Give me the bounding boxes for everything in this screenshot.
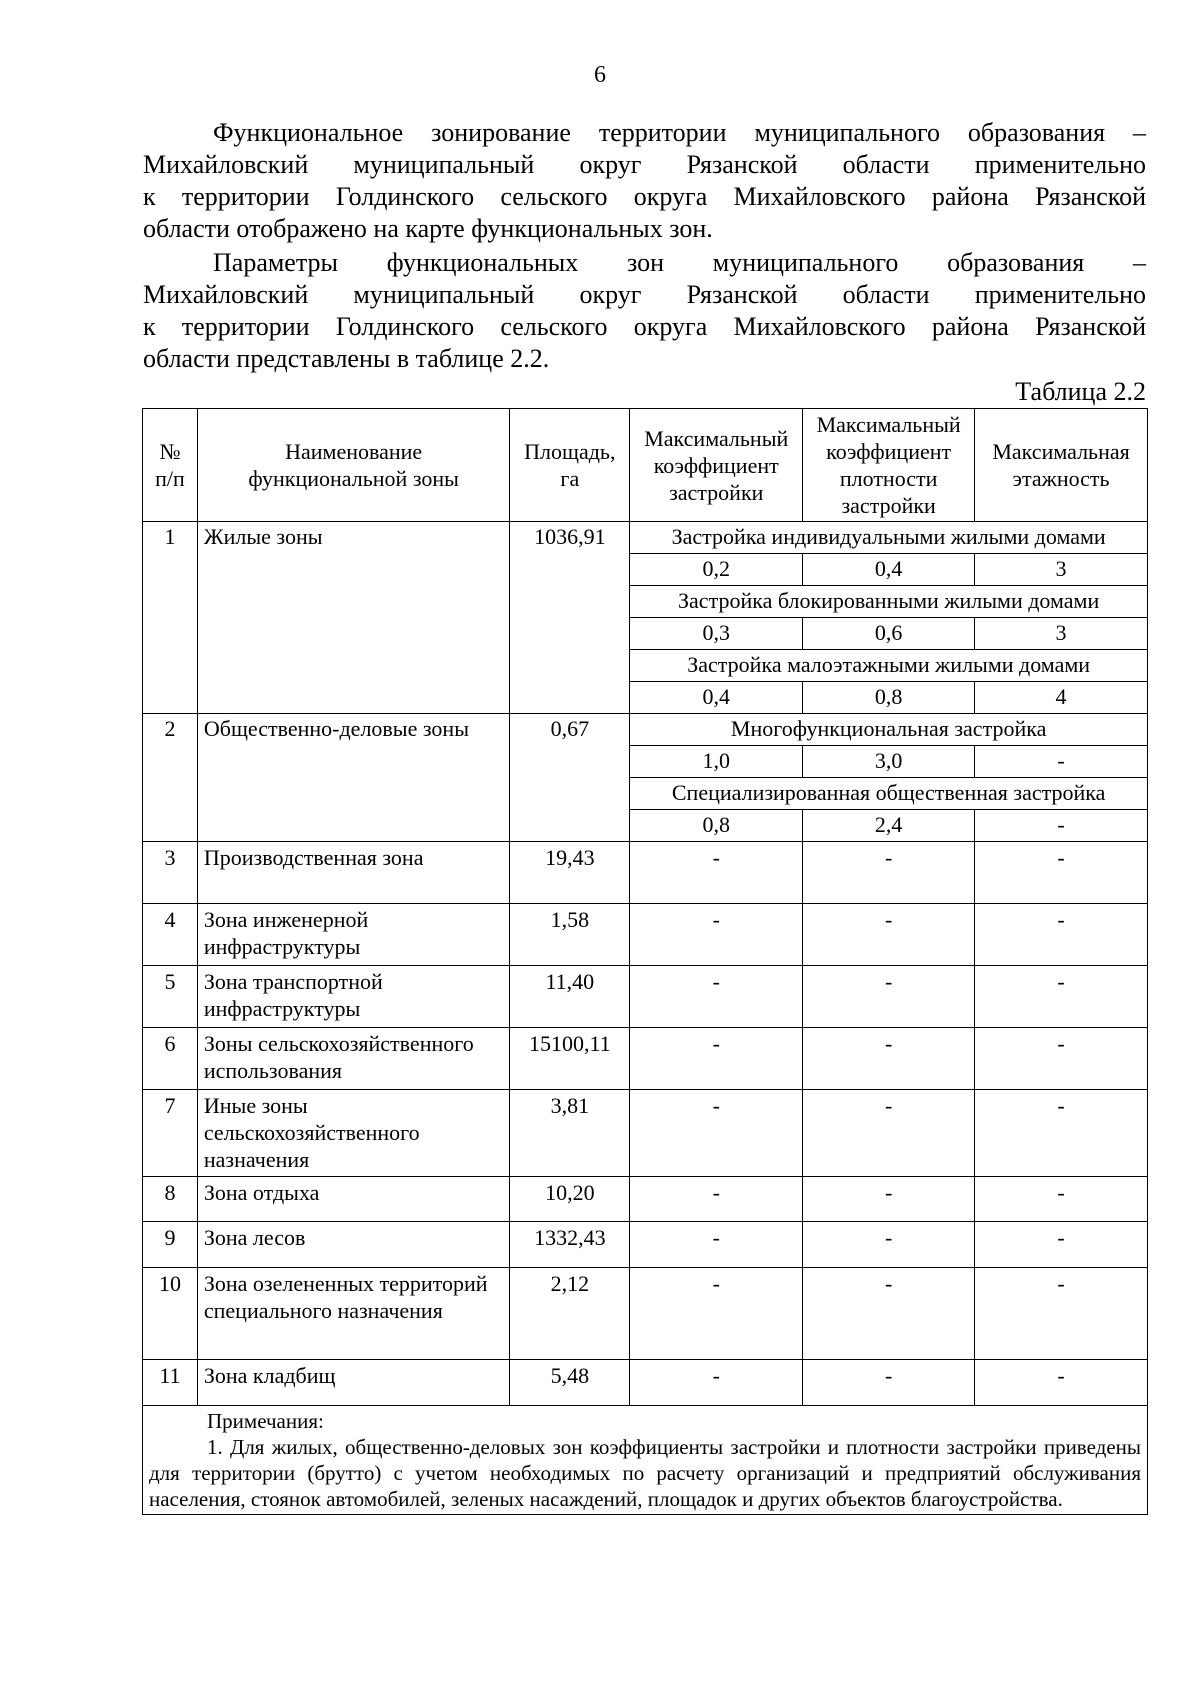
cell-coef-density: 0,4 (803, 554, 975, 586)
cell-name: Общественно-деловые зоны (197, 714, 510, 842)
cell-coef-density: - (803, 1222, 975, 1268)
cell-subtype-title: Многофункциональная застройка (630, 714, 1148, 746)
table-row (143, 842, 1148, 904)
cell-num: 4 (143, 904, 198, 966)
cell-name: Зона транспортной инфраструктуры (197, 966, 510, 1028)
cell-area: 11,40 (510, 966, 630, 1028)
cell-coef-build: 1,0 (630, 746, 803, 778)
cell-area: 3,81 (510, 1090, 630, 1177)
cell-name: Зона инженерной инфраструктуры (197, 904, 510, 966)
notes-cell (143, 1406, 1148, 1515)
paragraph-line: области представлены в таблице 2.2. (143, 344, 550, 373)
cell-coef-density: - (803, 1177, 975, 1222)
table-header-row (143, 409, 1148, 522)
cell-coef-build: - (630, 1177, 803, 1222)
intro-paragraph-2 (143, 247, 1146, 375)
table-caption: Таблица 2.2 (1015, 377, 1146, 406)
cell-floors: - (975, 904, 1148, 966)
cell-area: 1332,43 (510, 1222, 630, 1268)
cell-name: Зона озелененных территорий специального назначения (197, 1268, 510, 1360)
cell-coef-build: - (630, 1268, 803, 1360)
header-area: Площадь, га (510, 409, 630, 522)
cell-coef-density: - (803, 966, 975, 1028)
cell-coef-density: - (803, 1090, 975, 1177)
cell-subtype-title: Специализированная общественная застройка (630, 778, 1148, 810)
paragraph-line: к территории Голдинского сельского округа Михайловского района Рязанской (143, 182, 1146, 211)
cell-floors: - (975, 1090, 1148, 1177)
cell-floors: - (975, 1177, 1148, 1222)
notes-title: Примечания: (207, 1409, 324, 1433)
header-coef-build: Максимальный коэффициент застройки (630, 409, 803, 522)
page-number: 6 (594, 62, 606, 88)
cell-coef-build: 0,4 (630, 682, 803, 714)
cell-coef-build: - (630, 842, 803, 904)
paragraph-line: Михайловский муниципальный округ Рязанской области применительно (143, 150, 1146, 179)
cell-name: Зона кладбищ (197, 1360, 510, 1406)
paragraph-line: к территории Голдинского сельского округа Михайловского района Рязанской (143, 312, 1146, 341)
cell-name: Зона отдыха (197, 1177, 510, 1222)
cell-floors: - (975, 1268, 1148, 1360)
cell-name: Зоны сельскохозяйственного использования (197, 1028, 510, 1090)
table-row (143, 1268, 1148, 1360)
paragraph-line: Михайловский муниципальный округ Рязанской области применительно (143, 280, 1146, 309)
table-row (143, 1222, 1148, 1268)
cell-name: Производственная зона (197, 842, 510, 904)
cell-floors: - (975, 1028, 1148, 1090)
cell-coef-density: 0,6 (803, 618, 975, 650)
table-row (143, 904, 1148, 966)
cell-coef-build: - (630, 1360, 803, 1406)
zones-table (142, 408, 1148, 1515)
cell-floors: - (975, 1360, 1148, 1406)
intro-paragraph-1 (143, 117, 1146, 245)
table-row (143, 1360, 1148, 1406)
header-name: Наименование функциональной зоны (197, 409, 510, 522)
cell-coef-density: 3,0 (803, 746, 975, 778)
table-row (143, 1177, 1148, 1222)
cell-coef-build: - (630, 904, 803, 966)
header-floors: Максимальная этажность (975, 409, 1148, 522)
cell-num: 1 (143, 522, 198, 714)
cell-coef-build: - (630, 966, 803, 1028)
cell-subtype-title: Застройка блокированными жилыми домами (630, 586, 1148, 618)
cell-num: 8 (143, 1177, 198, 1222)
cell-coef-build: - (630, 1090, 803, 1177)
cell-area: 5,48 (510, 1360, 630, 1406)
cell-num: 3 (143, 842, 198, 904)
cell-area: 0,67 (510, 714, 630, 842)
cell-coef-density: - (803, 904, 975, 966)
cell-coef-build: - (630, 1222, 803, 1268)
cell-coef-density: - (803, 1360, 975, 1406)
cell-floors: - (975, 842, 1148, 904)
cell-area: 10,20 (510, 1177, 630, 1222)
cell-coef-build: 0,2 (630, 554, 803, 586)
cell-num: 6 (143, 1028, 198, 1090)
cell-subtype-title: Застройка малоэтажными жилыми домами (630, 650, 1148, 682)
cell-coef-density: 0,8 (803, 682, 975, 714)
paragraph-line: Функциональное зонирование территории муниципального образования – (213, 118, 1146, 147)
table-row (143, 522, 1148, 554)
cell-floors: - (975, 1222, 1148, 1268)
table-row (143, 1028, 1148, 1090)
paragraph-line: Параметры функциональных зон муниципального образования – (213, 248, 1146, 277)
cell-coef-build: 0,8 (630, 810, 803, 842)
cell-floors: 3 (975, 554, 1148, 586)
cell-coef-build: 0,3 (630, 618, 803, 650)
cell-num: 2 (143, 714, 198, 842)
cell-floors: 4 (975, 682, 1148, 714)
cell-floors: 3 (975, 618, 1148, 650)
cell-name: Иные зоны сельскохозяйственного назначения (197, 1090, 510, 1177)
notes-row (143, 1406, 1148, 1515)
cell-num: 7 (143, 1090, 198, 1177)
cell-floors: - (975, 966, 1148, 1028)
cell-num: 10 (143, 1268, 198, 1360)
cell-area: 1036,91 (510, 522, 630, 714)
cell-num: 9 (143, 1222, 198, 1268)
cell-coef-density: - (803, 1268, 975, 1360)
cell-coef-density: - (803, 1028, 975, 1090)
table-row (143, 714, 1148, 746)
cell-coef-density: - (803, 842, 975, 904)
cell-coef-build: - (630, 1028, 803, 1090)
cell-num: 5 (143, 966, 198, 1028)
cell-name: Зона лесов (197, 1222, 510, 1268)
cell-area: 15100,11 (510, 1028, 630, 1090)
cell-area: 2,12 (510, 1268, 630, 1360)
cell-area: 1,58 (510, 904, 630, 966)
header-num: № п/п (143, 409, 198, 522)
cell-floors: - (975, 810, 1148, 842)
cell-name: Жилые зоны (197, 522, 510, 714)
table-row (143, 966, 1148, 1028)
cell-floors: - (975, 746, 1148, 778)
cell-coef-density: 2,4 (803, 810, 975, 842)
notes-item: 1. Для жилых, общественно-деловых зон коэффициенты застройки и плотности застройки приведены для территории (брутто) с учетом необходимых по расчету организаций и предприятий обслуживания населения, стоянок автомобилей, зеленых насаждений, площадок и других объектов благоустройства. (149, 1435, 1141, 1511)
cell-subtype-title: Застройка индивидуальными жилыми домами (630, 522, 1148, 554)
header-coef-density: Максимальный коэффициент плотности застройки (803, 409, 975, 522)
cell-num: 11 (143, 1360, 198, 1406)
table-row (143, 1090, 1148, 1177)
cell-area: 19,43 (510, 842, 630, 904)
paragraph-line: области отображено на карте функциональных зон. (143, 214, 713, 243)
